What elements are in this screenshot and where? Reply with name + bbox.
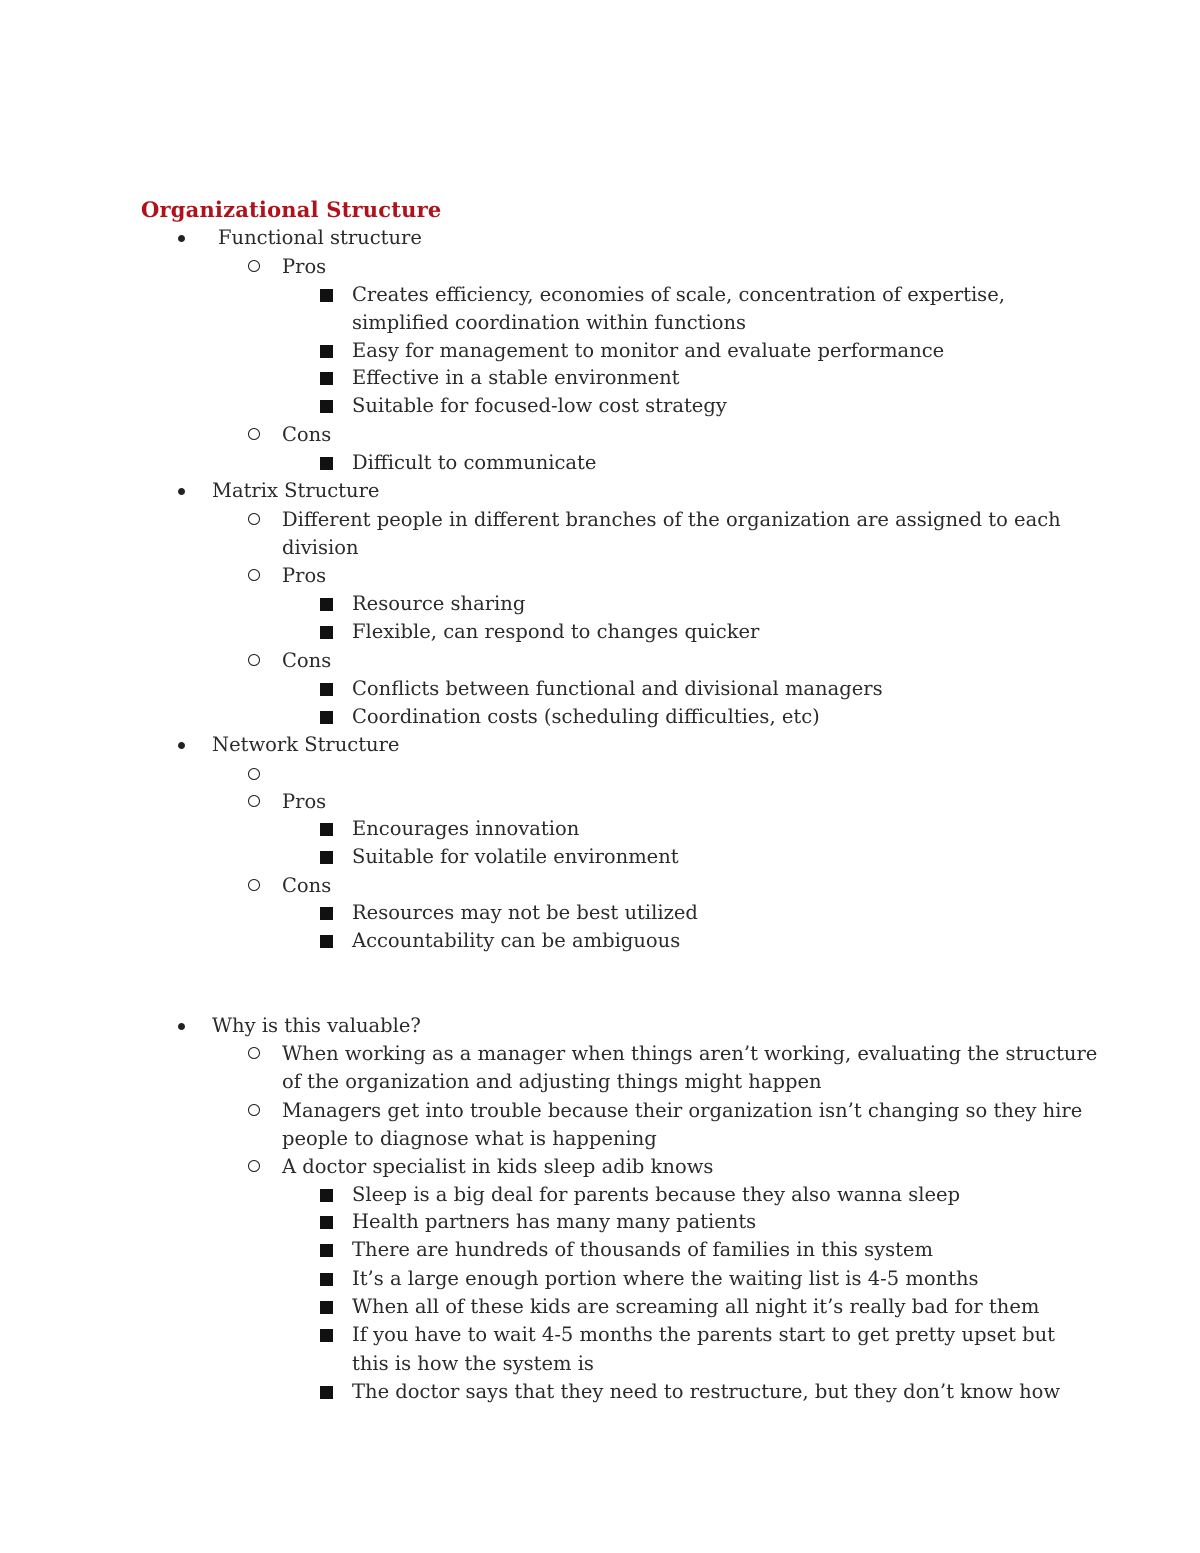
bullet-square-icon	[320, 851, 333, 864]
bullet-circle-icon	[248, 795, 260, 807]
bullet-square-icon	[320, 1244, 333, 1257]
bullet-square-icon	[320, 823, 333, 836]
bullet-circle-icon	[248, 569, 260, 581]
bullet-square-icon	[320, 400, 333, 413]
bullet-square-icon	[320, 711, 333, 724]
bullet-circle-icon	[248, 1160, 260, 1172]
bullet-square-icon	[320, 1273, 333, 1286]
list-item-continuation: this is how the system is	[352, 1352, 594, 1375]
bullet-circle-icon	[248, 428, 260, 440]
document-page: Organizational Structure Functional structure Pros Creates efficiency, economies of scale, concentration of expertise, simplified coordination within functions Easy for management to monitor and evaluate performance Effective in a stable environment Suitable for focused-low cost strategy Cons Difficult to communicate Matrix Structure Different people in different branches of the organization are assigned to each division Pros Resource sharing Flexible, can respond to changes quicker Cons Conflicts between functional and divisional managers Coordination costs (scheduling difficulties, etc) Network Structure Pros Encourages innovation Suitable for volatile environment Cons Resources may not be best utilized Accountability can be ambiguous Why is this valuable? When working as a manager when things aren’t working, evaluating the structure of the organization and adjusting things might happen Managers get into trouble because their organization isn’t changing so they hire people to diagnose what is happening A doctor specialist in kids sleep adib knows Sleep is a big deal for parents because they also wanna sleep Health partners has many many patients There are hundreds of thousands of families in this system It’s a large enough portion where the waiting list is 4-5 months When all of these kids are screaming all night it’s really bad for them If you have to wait 4-5 months the parents start to get pretty upset but this is how the system is The doctor says that they need to restructure, but they don’t know how	[141, 197, 1098, 1403]
bullet-square-icon	[320, 345, 333, 358]
bullet-dot-icon	[178, 1023, 185, 1030]
bullet-square-icon	[320, 1301, 333, 1314]
list-item-continuation: people to diagnose what is happening	[282, 1127, 657, 1150]
bullet-circle-icon	[248, 1047, 260, 1059]
bullet-circle-icon	[248, 260, 260, 272]
bullet-dot-icon	[178, 742, 185, 749]
bullet-circle-icon	[248, 879, 260, 891]
bullet-square-icon	[320, 626, 333, 639]
bullet-square-icon	[320, 907, 333, 920]
bullet-square-icon	[320, 1216, 333, 1229]
bullet-square-icon	[320, 598, 333, 611]
bullet-square-icon	[320, 372, 333, 385]
bullet-square-icon	[320, 1329, 333, 1342]
bullet-square-icon	[320, 289, 333, 302]
bullet-dot-icon	[178, 235, 185, 242]
bullet-square-icon	[320, 1386, 333, 1399]
bullet-circle-icon	[248, 1104, 260, 1116]
bullet-square-icon	[320, 683, 333, 696]
list-item-continuation: simplified coordination within functions	[352, 311, 747, 334]
list-item-continuation: of the organization and adjusting things might happen	[282, 1070, 822, 1093]
page-title: Organizational Structure	[141, 197, 442, 222]
list-item-continuation: division	[282, 536, 359, 559]
bullet-dot-icon	[178, 488, 185, 495]
bullet-circle-icon	[248, 654, 260, 666]
bullet-square-icon	[320, 935, 333, 948]
bullet-circle-icon	[248, 768, 260, 780]
bullet-circle-icon	[248, 513, 260, 525]
bullet-square-icon	[320, 1189, 333, 1202]
bullet-square-icon	[320, 457, 333, 470]
